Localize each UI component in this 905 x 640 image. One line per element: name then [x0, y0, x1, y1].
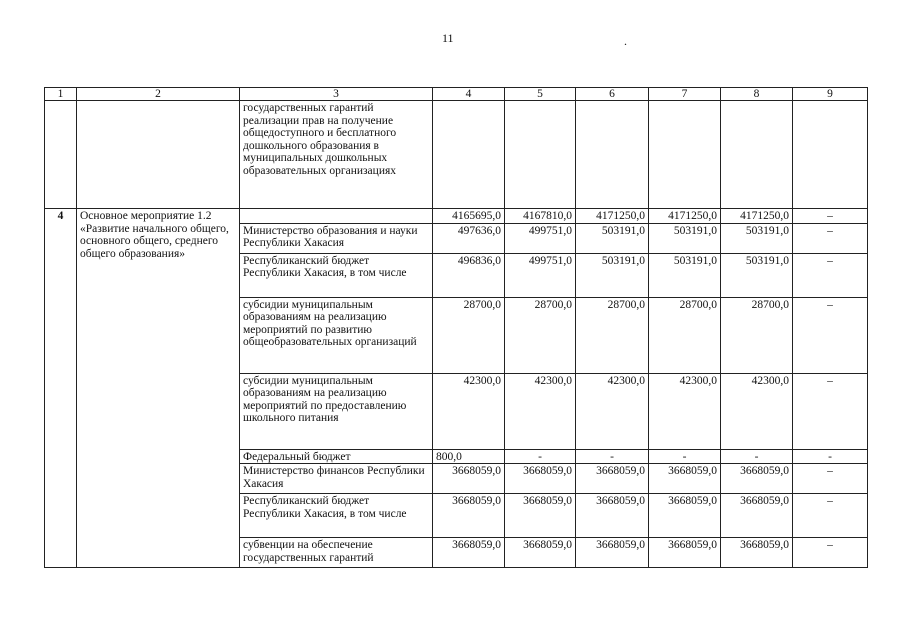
value-cell: 3668059,0	[649, 464, 721, 494]
value-cell	[721, 101, 793, 209]
value-cell: 4171250,0	[721, 209, 793, 224]
value-cell: 3668059,0	[576, 494, 649, 538]
value-cell: 503191,0	[649, 223, 721, 253]
value-cell: –	[793, 464, 868, 494]
value-cell: 3668059,0	[505, 494, 576, 538]
value-cell: -	[576, 449, 649, 464]
value-cell	[793, 101, 868, 209]
value-cell: –	[793, 223, 868, 253]
page-number: 11	[442, 31, 454, 45]
value-cell: -	[505, 449, 576, 464]
value-cell: 3668059,0	[433, 464, 505, 494]
value-cell: 28700,0	[721, 297, 793, 373]
value-cell: 28700,0	[433, 297, 505, 373]
value-cell: 4167810,0	[505, 209, 576, 224]
header-row	[45, 88, 868, 101]
value-cell: 3668059,0	[576, 464, 649, 494]
value-cell: 42300,0	[721, 373, 793, 449]
table-row	[45, 209, 868, 224]
event-name-cell	[77, 101, 240, 209]
value-cell: 4171250,0	[576, 209, 649, 224]
value-cell: 800,0	[433, 449, 505, 464]
source-cell: Республиканский бюджет Республики Хакасия, в том числе	[240, 494, 433, 538]
source-cell: Федеральный бюджет	[240, 449, 433, 464]
value-cell: –	[793, 538, 868, 568]
value-cell: -	[793, 449, 868, 464]
value-cell: 499751,0	[505, 223, 576, 253]
value-cell: -	[649, 449, 721, 464]
value-cell: 28700,0	[649, 297, 721, 373]
value-cell: 3668059,0	[721, 494, 793, 538]
row-number-cell: 4	[45, 209, 77, 568]
value-cell: 3668059,0	[433, 538, 505, 568]
value-cell: 42300,0	[433, 373, 505, 449]
value-cell: 28700,0	[576, 297, 649, 373]
source-cell: субвенции на обеспечение государственных гарантий	[240, 538, 433, 568]
value-cell	[576, 101, 649, 209]
value-cell	[649, 101, 721, 209]
value-cell: 499751,0	[505, 253, 576, 297]
value-cell: 3668059,0	[649, 538, 721, 568]
value-cell: –	[793, 373, 868, 449]
value-cell: 3668059,0	[505, 538, 576, 568]
table-row	[45, 101, 868, 209]
budget-table	[44, 87, 868, 568]
value-cell: 503191,0	[576, 253, 649, 297]
value-cell: 4171250,0	[649, 209, 721, 224]
value-cell: 3668059,0	[576, 538, 649, 568]
header-cell: 1	[45, 88, 77, 101]
value-cell: –	[793, 297, 868, 373]
header-cell: 9	[793, 88, 868, 101]
value-cell: 503191,0	[721, 223, 793, 253]
value-cell: 3668059,0	[433, 494, 505, 538]
source-cell: Республиканский бюджет Республики Хакасия, в том числе	[240, 253, 433, 297]
value-cell: 496836,0	[433, 253, 505, 297]
header-cell: 3	[240, 88, 433, 101]
value-cell: 497636,0	[433, 223, 505, 253]
header-cell: 8	[721, 88, 793, 101]
source-cell: Министерство образования и науки Республики Хакасия	[240, 223, 433, 253]
source-cell: субсидии муниципальным образованиям на реализацию мероприятий по развитию общеобразовательных организаций	[240, 297, 433, 373]
value-cell: 3668059,0	[721, 538, 793, 568]
value-cell: 3668059,0	[649, 494, 721, 538]
page-mark: .	[624, 34, 627, 48]
row-number-cell	[45, 101, 77, 209]
header-cell: 4	[433, 88, 505, 101]
value-cell: 503191,0	[576, 223, 649, 253]
header-cell: 6	[576, 88, 649, 101]
value-cell: -	[721, 449, 793, 464]
value-cell	[433, 101, 505, 209]
source-cell	[240, 209, 433, 224]
source-cell: государственных гарантий реализации прав на получение общедоступного и бесплатного дошкольного образования в муниципальных дошкольных образовательных организациях	[240, 101, 433, 209]
header-cell: 5	[505, 88, 576, 101]
value-cell: –	[793, 253, 868, 297]
value-cell: 28700,0	[505, 297, 576, 373]
value-cell: 3668059,0	[505, 464, 576, 494]
value-cell: –	[793, 494, 868, 538]
value-cell: 42300,0	[576, 373, 649, 449]
value-cell: 42300,0	[505, 373, 576, 449]
value-cell: 42300,0	[649, 373, 721, 449]
value-cell: –	[793, 209, 868, 224]
value-cell: 503191,0	[649, 253, 721, 297]
value-cell: 503191,0	[721, 253, 793, 297]
value-cell	[505, 101, 576, 209]
source-cell: субсидии муниципальным образованиям на реализацию мероприятий по предоставлению школьного питания	[240, 373, 433, 449]
header-cell: 2	[77, 88, 240, 101]
value-cell: 4165695,0	[433, 209, 505, 224]
value-cell: 3668059,0	[721, 464, 793, 494]
event-name-cell: Основное мероприятие 1.2 «Развитие начального общего, основного общего, среднего общего образования»	[77, 209, 240, 568]
header-cell: 7	[649, 88, 721, 101]
source-cell: Министерство финансов Республики Хакасия	[240, 464, 433, 494]
